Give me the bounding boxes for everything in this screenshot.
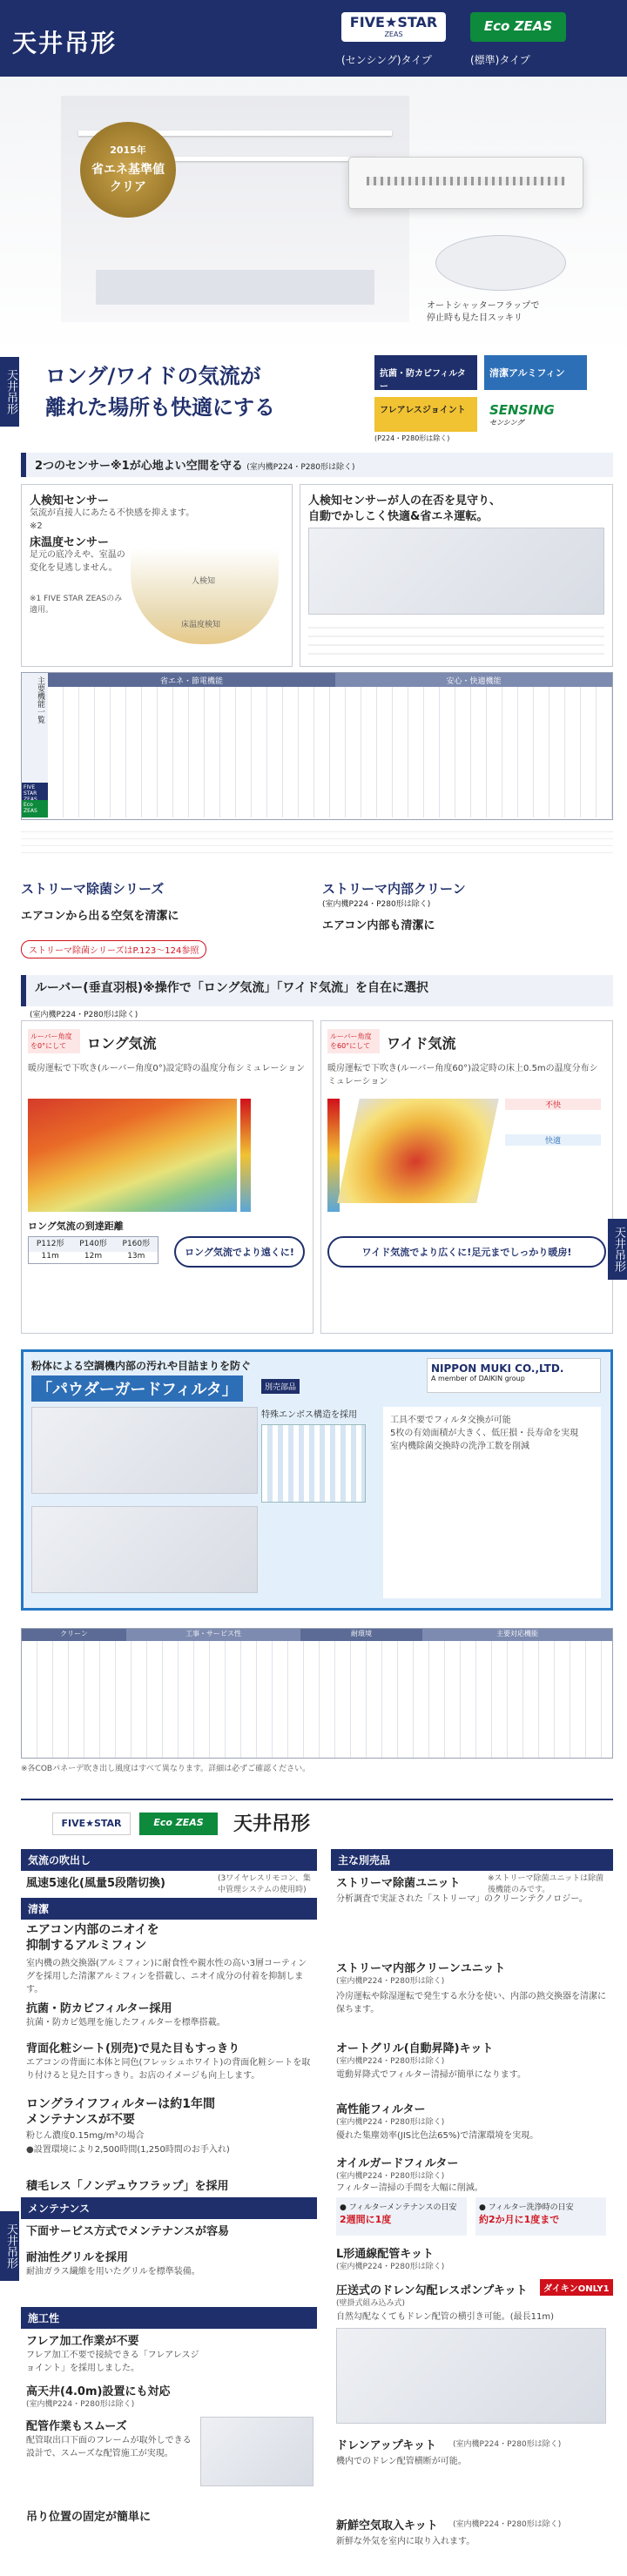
headline-2: 離れた場所も快適にする <box>45 395 275 420</box>
wide-side-labels: 不快 快適 <box>505 1099 601 1194</box>
o9-desc: 新鮮な外気を室内に取り入れます。 <box>336 2537 475 2546</box>
sensor-note: ※1 FIVE STAR ZEASのみ適用。 <box>30 595 123 615</box>
chip-flareless-note: (P224・P280形は除く) <box>374 434 450 442</box>
type-label-sensing: (センシング)タイプ <box>341 54 432 66</box>
o9-title: 新鮮空気取入キット <box>336 2519 438 2532</box>
maint-bar: メンテナンス <box>21 2197 317 2219</box>
powder-filter-image <box>31 1506 258 1593</box>
side-tab-top: 天井吊形 <box>0 357 19 427</box>
w4-title: 吊り位置の固定が簡単に <box>26 2511 152 2524</box>
o1-note: ※ストリーマ除菌ユニットは除菌後機能のみです。 <box>488 1874 604 1894</box>
o1-title: ストリーマ除菌ユニット <box>336 1877 461 1890</box>
w1-title: フレア加工作業が不要 <box>26 2335 139 2348</box>
clean-bar: 清潔 <box>21 1898 317 1920</box>
c4-title-2: メンテナンスが不要 <box>26 2113 135 2127</box>
sensor-right-h1: 人検知センサーが人の在否を見守り、 <box>308 494 502 508</box>
o4-note: (室内機P224・P280形は除く) <box>336 2118 445 2127</box>
long-desc: 暖房運転で下吹き(ルーバー角度0°)設定時の温度分布シミュレーション <box>28 1064 306 1073</box>
o3-desc: 電動昇降式でフィルター清掃が簡単になります。 <box>336 2070 526 2080</box>
work-bar: 施工性 <box>21 2307 317 2329</box>
m2-title: 耐油性グリルを採用 <box>26 2251 129 2264</box>
wide-heatmap <box>337 1099 499 1203</box>
o9-note: (室内機P224・P280形は除く) <box>453 2520 562 2529</box>
c1-title-1: エアコン内部のニオイを <box>26 1923 159 1937</box>
streamer-block-2: ストリーマ内部クリーン (室内機P224・P280形は除く) エアコン内部も清潔に <box>322 881 466 932</box>
a1-title: 風速5速化(風量5段階切換) <box>26 1877 165 1890</box>
o5-box-b: ● フィルター洗浄時の日安 約2か月に1度まで <box>475 2197 606 2236</box>
five-star-logo: FIVE★STAR ZEAS <box>341 12 446 42</box>
o1-desc: 分析調査で実証された「ストリーマ」のクリーンテクノロジー。 <box>336 1894 588 1904</box>
sensor-room-diagram <box>308 528 604 615</box>
nippon-muki-logo: NIPPON MUKI CO.,LTD. A member of DAIKIN group <box>427 1358 601 1393</box>
c4-desc-2: ●設置環境により2,500時間(1,250時間のお手入れ) <box>26 2145 230 2155</box>
o7-title: 圧送式のドレン勾配レスポンプキット <box>336 2284 528 2297</box>
chip-flareless: フレアレスジョイント <box>374 397 477 432</box>
o8-title: ドレンアップキット <box>336 2439 436 2452</box>
c3-title: 背面化粧シート(別売)で見た目もすっきり <box>26 2042 240 2055</box>
reach-table: P112形 P140形 P160形 11m 12m 13m <box>28 1236 158 1264</box>
sensor-diagram: 人検知 床温度検知 <box>131 548 279 644</box>
wide-label: ワイド気流 <box>387 1035 456 1052</box>
long-tag: ルーバー角度を0°にして <box>28 1029 80 1053</box>
c1-title-2: 抑制するアルミフィン <box>26 1939 147 1953</box>
c2-desc: 抗菌・防カビ処理を施したフィルターを標準搭載。 <box>26 2018 226 2028</box>
o8-desc: 機内でのドレン配管横断が可能。 <box>336 2457 467 2466</box>
wide-tag: ルーバー角度を60°にして <box>327 1029 380 1053</box>
c2-title: 抗菌・防カビフィルター採用 <box>26 2002 172 2015</box>
table-1-marks <box>48 783 612 817</box>
chip-alumi-fin: 清潔アルミフィン <box>484 355 587 390</box>
powder-feature: 特殊エンボス構造を採用 <box>261 1410 357 1420</box>
long-label: ロング気流 <box>87 1035 157 1052</box>
o7-desc: 自然勾配なくてもドレン配管の横引き可能。(最長11m) <box>336 2312 555 2322</box>
ac-unit-image <box>348 157 583 209</box>
eco-zeas-logo: Eco ZEAS <box>470 12 566 42</box>
o5-desc: フィルター清掃の手間を大幅に削減。 <box>336 2183 483 2193</box>
table-1-footnotes <box>21 825 613 853</box>
sensor-notes-block <box>308 620 604 660</box>
page-title: 天井吊形 <box>12 29 118 57</box>
o6-note: (室内機P224・P280形は除く) <box>336 2263 445 2271</box>
w3-title: 配管作業もスムーズ <box>26 2420 127 2433</box>
sensor-t1: 気流が直接人にあたる不快感を抑えます。※2 <box>30 508 195 531</box>
sensor-h2: 床温度センサー <box>30 536 110 549</box>
airflow-bar: 気流の吹出し <box>21 1849 317 1871</box>
sensor-section-title: 2つのセンサー※1が心地よい空間を守る (室内機P224・P280形は除く) <box>21 453 613 477</box>
section-2-title: 天井吊形 <box>233 1813 311 1835</box>
table-1-headers <box>48 687 612 783</box>
louver-note: (室内機P224・P280形は除く) <box>30 1011 138 1019</box>
headline-1: ロング/ワイドの気流が <box>45 364 261 388</box>
type-label-standard: (標準)タイプ <box>470 54 530 66</box>
o2-note: (室内機P224・P280形は除く) <box>336 1977 445 1986</box>
eco-zeas-logo-2: Eco ZEAS <box>139 1813 218 1835</box>
m1-title: 下面サービス方式でメンテナンスが容易 <box>26 2225 229 2238</box>
o7-note: (壁掛式組み込み式) <box>336 2299 406 2308</box>
w2-note: (室内機P224・P280形は除く) <box>26 2400 135 2409</box>
louver-title: ルーバー(垂直羽根)※操作で「ロング気流」「ワイド気流」を自在に選択 <box>21 975 613 1006</box>
feature-table-1: 主要機能一覧 省エネ・節電機能 安心・快適機能 FIVE STAR Eco ZEAS <box>21 672 613 820</box>
o7-badge: ダイキンONLY1 <box>540 2279 613 2296</box>
a1-note: (3ワイヤレスリモコン、集中管理システムの使用時) <box>218 1874 311 1894</box>
long-heatmap <box>28 1099 237 1212</box>
c1-desc: 室内機の熱交換器(アルミフィン)に耐食性や親水性の高い3層コーティングを採用した清潔アルミフィンを搭載し、ニオイ成分の付着を抑制します。 <box>26 1959 307 1994</box>
o5-note: (室内機P224・P280形は除く) <box>336 2172 445 2181</box>
reach-title: ロング気流の到達距離 <box>28 1221 124 1232</box>
c5-title: 積毛レス「ノンデュウフラップ」を採用 <box>26 2180 229 2193</box>
chip-filter: 抗菌・防カビフィルター <box>374 355 477 390</box>
table-2-note: ※各COBパネーデ吹き出し風度はすべて異なります。詳細は必ずご確認ください。 <box>21 1765 311 1773</box>
c3-desc: エアコンの背面に本体と同色(フレッシュホワイト)の背面化粧シートを取り付けると見た目すっきり。お店のイメージも向上します。 <box>26 2058 311 2081</box>
powder-title-main: 「パウダーガードフィルタ」 <box>31 1375 243 1402</box>
flap-note-1: オートシャッターフラップで <box>427 301 540 311</box>
o2-desc: 冷房運転や除湿運転で発生する水分を使い、内部の熱交換器を清潔に保ちます。 <box>336 1992 606 2014</box>
o6-title: L形通線配管キット <box>336 2248 435 2261</box>
emboss-image <box>261 1424 366 1503</box>
sensor-t2: 足元の底冷えや、室温の変化を見逃しません。 <box>30 550 125 573</box>
o5-box-a: ● フィルターメンテナンスの日安 2週間に1度 <box>336 2197 467 2236</box>
powder-title-pre: 粉体による空調機内部の汚れや目詰まりを防ぐ <box>31 1360 252 1372</box>
long-caption: ロング気流でより遠くに! <box>174 1236 305 1268</box>
w3-desc: 配管取出口下面のフレームが取外しできる設計で、スムーズな配管施工が実現。 <box>26 2436 192 2458</box>
o4-title: 高性能フィルター <box>336 2103 426 2116</box>
chip-sensing: SENSING センシング <box>489 402 555 427</box>
pump-diagram <box>336 2328 606 2424</box>
options-bar: 主な別売品 <box>331 1849 613 1871</box>
five-star-logo-2: FIVE★STAR <box>52 1813 131 1835</box>
w2-title: 高天井(4.0m)設置にも対応 <box>26 2385 171 2398</box>
powder-option-tag: 別売部品 <box>261 1379 300 1394</box>
powder-unit-image <box>31 1407 258 1494</box>
side-tab-bottom: 天井吊形 <box>0 2211 19 2281</box>
long-scale <box>240 1099 251 1212</box>
flap-closeup <box>435 235 566 291</box>
o8-note: (室内機P224・P280形は除く) <box>453 2440 562 2449</box>
streamer-block-1: ストリーマ除菌シリーズ エアコンから出る空気を清潔に ストリーマ除菌シリーズはP.123〜124参照 <box>21 879 308 975</box>
wide-desc: 暖房運転で下吹き(ルーバー角度60°)設定時の床上0.5mの温度分布シミュレーション <box>327 1064 598 1086</box>
o3-title: オートグリル(自動昇降)キット <box>336 2042 494 2055</box>
m2-desc: 耐油ガラス繊維を用いたグリルを標準装備。 <box>26 2267 200 2277</box>
c4-title-1: ロングライフフィルターは約1年間 <box>26 2097 215 2111</box>
powder-benefits: 工具不要でフィルタ交換が可能 5枚の有効面積が大きく、低圧損・長寿命を実現 室内機除菌交換時の洗浄工数を削減 <box>383 1407 601 1598</box>
sensor-right-h2: 自動でかしこく快適&省エネ運転。 <box>308 510 489 523</box>
o2-title: ストリーマ内部クリーンユニット <box>336 1962 506 1975</box>
side-tab-mid: 天井吊形 <box>608 1219 627 1280</box>
w1-desc: フレア加工不要で接続できる「フレアレスジョイント」を採用しました。 <box>26 2351 199 2373</box>
energy-standard-badge: 2015年 省エネ基準値 クリア <box>80 122 176 218</box>
o5-title: オイルガードフィルター <box>336 2157 459 2170</box>
sensor-h1: 人検知センサー <box>30 494 110 508</box>
flap-note-2: 停止時も見た目スッキリ <box>427 313 522 323</box>
pipe-image <box>200 2417 314 2486</box>
wide-scale <box>327 1099 340 1212</box>
feature-table-2: クリーン 工事・サービス性 耐環境 主要対応機能 <box>21 1628 613 1759</box>
o3-note: (室内機P224・P280形は除く) <box>336 2057 445 2066</box>
o4-desc: 優れた集塵効率(JIS比色法65%)で清潔環境を実現。 <box>336 2131 539 2141</box>
c4-desc: 粉じん濃度0.15mg/m³の場合 <box>26 2131 145 2141</box>
wide-caption: ワイド気流でより広くに!足元までしっかり暖房! <box>327 1236 606 1268</box>
